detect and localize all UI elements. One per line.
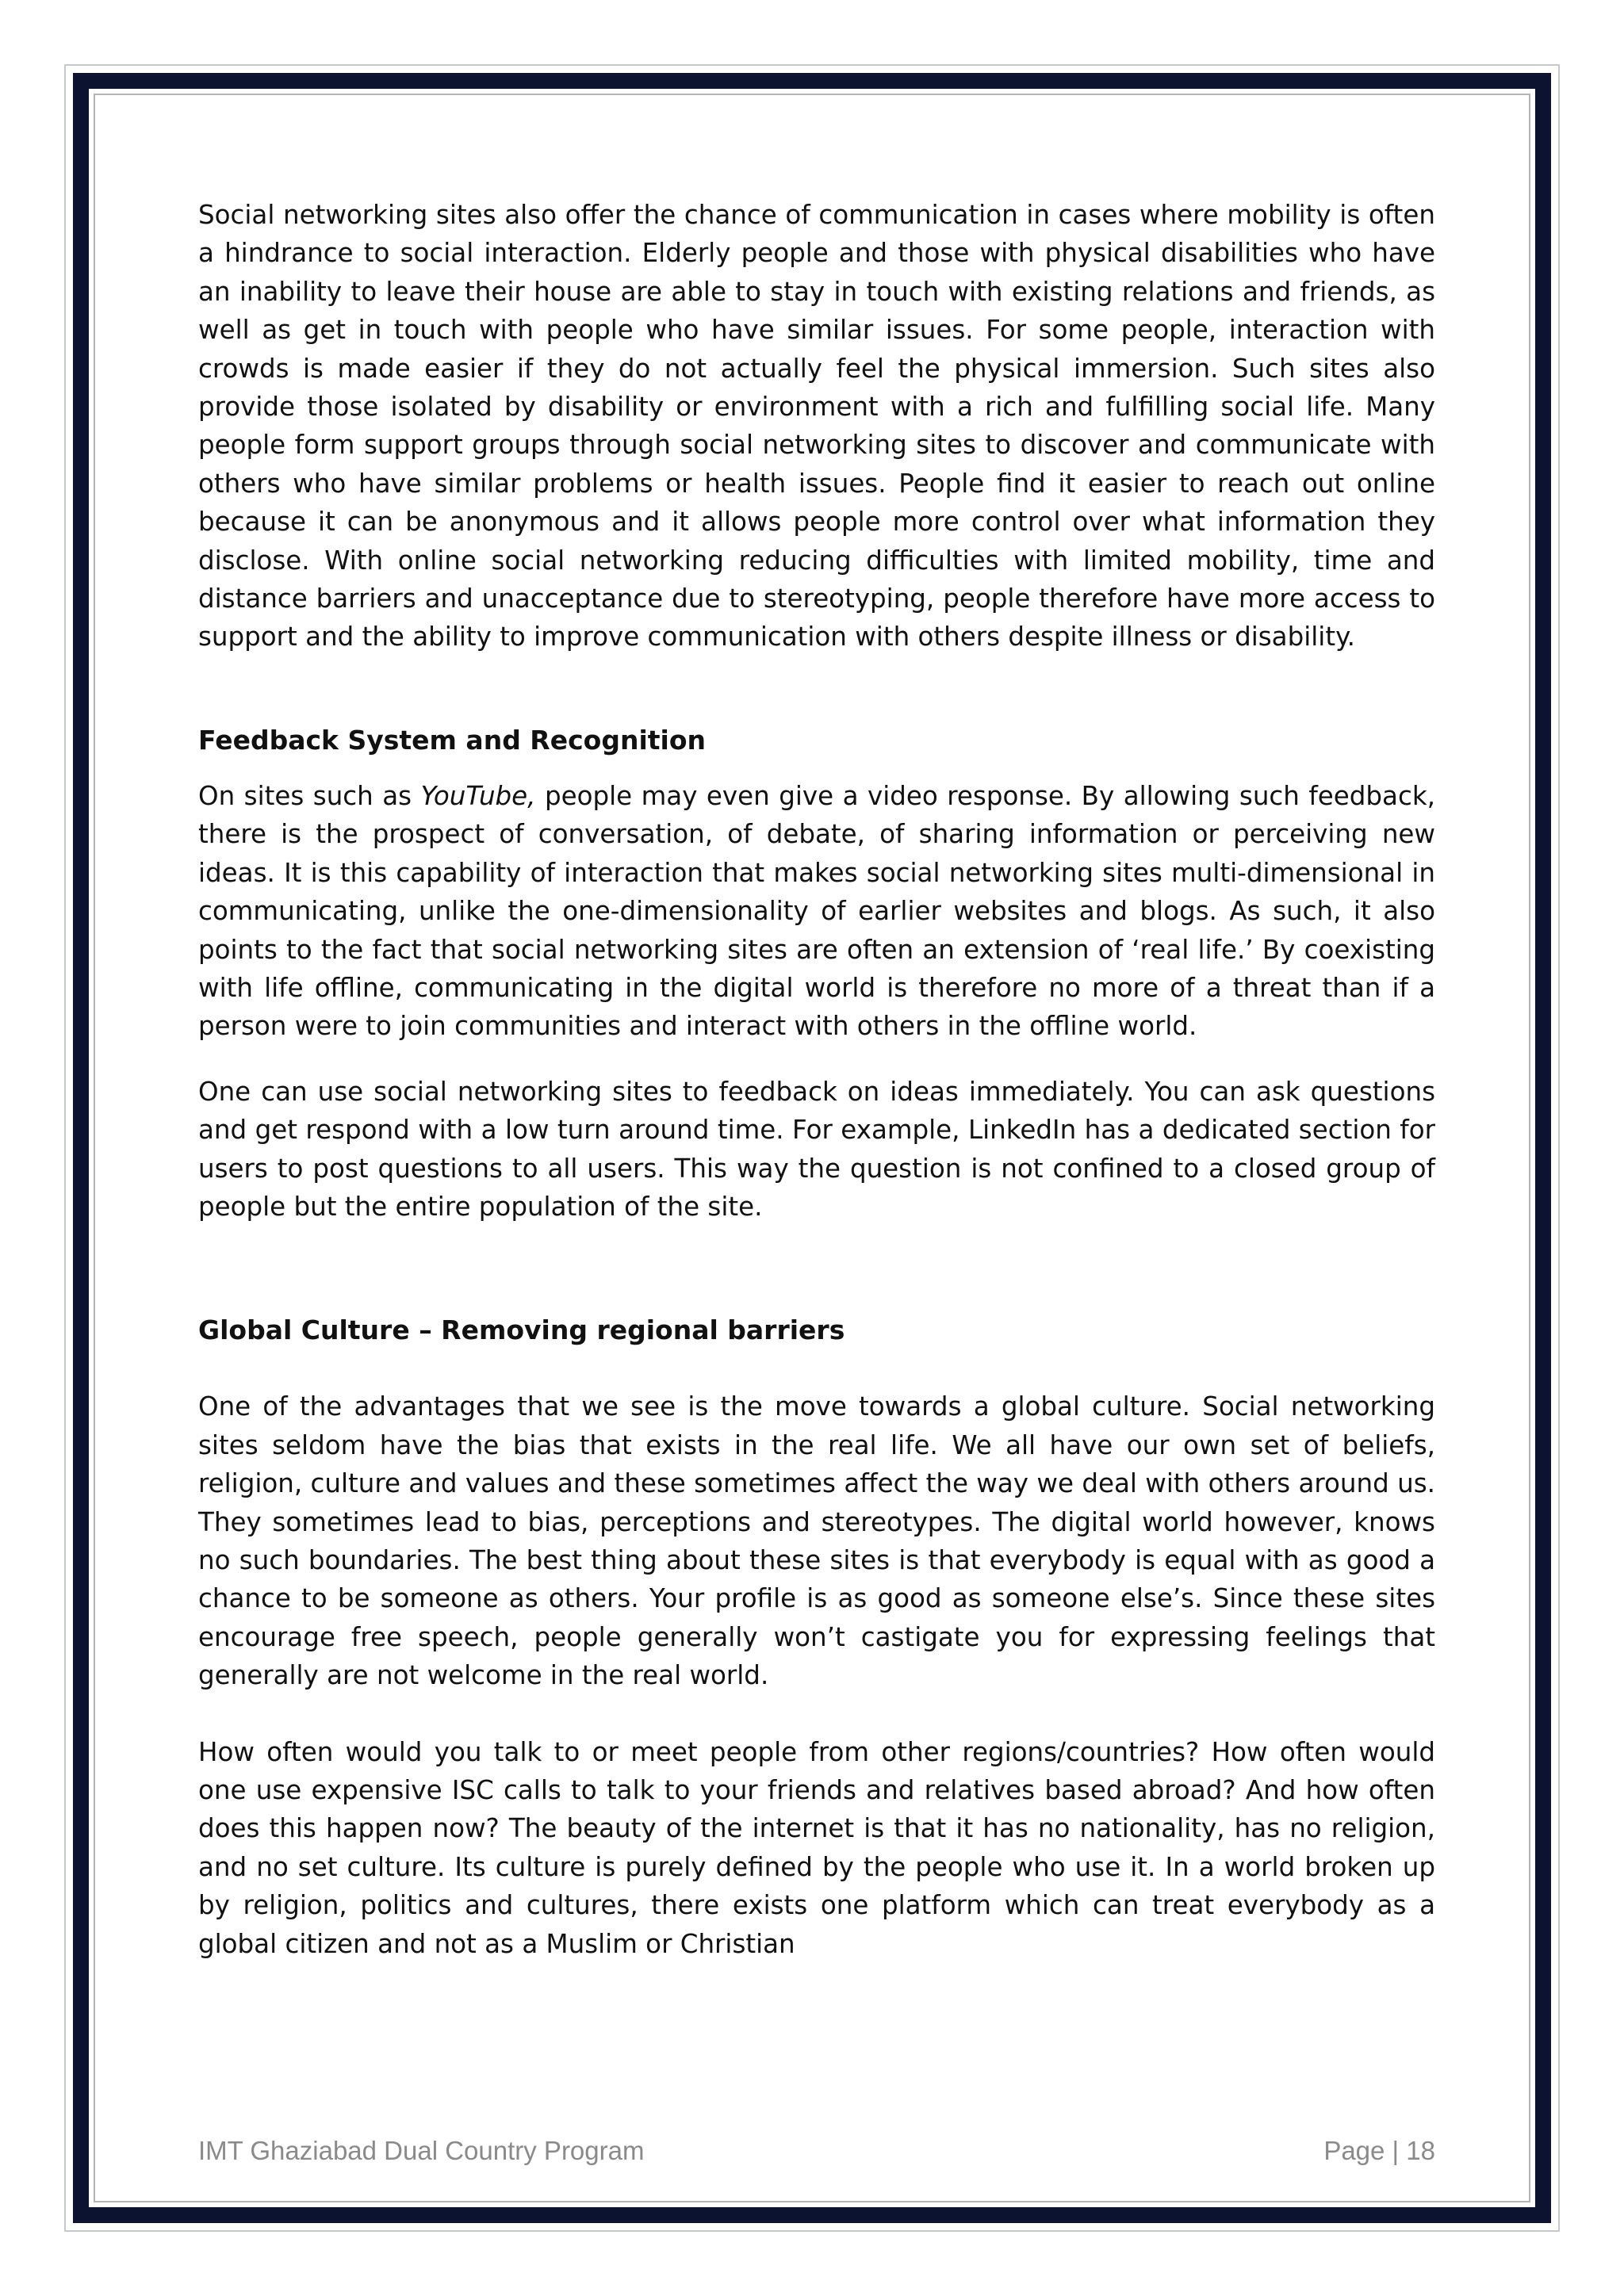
paragraph-youtube-feedback — [198, 777, 1435, 1046]
paragraph-linkedin: One can use social networking sites to feedback on ideas immediately. You can ask questions and get respond with a low turn around time. For example, LinkedIn has a dedicated section for users to post questions to all users. This way the question is not confined to a closed group of people but the entire population of the site. — [198, 1076, 1435, 1222]
paragraph-global-culture: One of the advantages that we see is the move towards a global culture. Social networking sites seldom have the bias that exists in the real life. We all have our own set of beliefs, religion, culture and values and these sometimes affect the way we deal with others around us. They sometimes lead to bias, perceptions and stereotypes. The digital world however, knows no such boundaries. The best thing about these sites is that everybody is equal with as good a chance to be someone as others. Your profile is as good as someone else’s. Since these sites encourage free speech, people generally won’t castigate you for expressing feelings that generally are not welcome in the real world. — [198, 1391, 1435, 1691]
page-content — [198, 196, 1435, 1963]
paragraph-mobility: Social networking sites also offer the chance of communication in cases where mobility is often a hindrance to social interaction. Elderly people and those with physical disabilities who have an inability to leave their house are able to stay in touch with existing relations and friends, as well as get in touch with people who have similar issues. For some people, interaction with crowds is made easier if they do not actually feel the physical immersion. Such sites also provide those isolated by disability or environment with a rich and fulfilling social life. Many people form support groups through social networking sites to discover and communicate with others who have similar problems or health issues. People find it easier to reach out online because it can be anonymous and it allows people more control over what information they disclose. With online social networking reducing difficulties with limited mobility, time and distance barriers and unacceptance due to stereotyping, people therefore have more access to support and the ability to improve communication with others despite illness or disability. — [198, 200, 1435, 652]
footer-program-name: IMT Ghaziabad Dual Country Program — [198, 2136, 645, 2165]
paragraph-youtube-before: On sites such as — [198, 780, 421, 811]
footer-page-number: Page | 18 — [1323, 2136, 1435, 2165]
youtube-italic: YouTube, — [420, 780, 536, 811]
heading-global-culture: Global Culture – Removing regional barriers — [198, 1314, 845, 1346]
paragraph-youtube-after: people may even give a video response. By allowing such feedback, there is the prospect of conversation, of debate, of sharing information or perceiving new ideas. It is this capability of interaction that makes social networking sites multi-dimensional in communicating, unlike the one-dimensionality of earlier websites and blogs. As such, it also points to the fact that social networking sites are often an extension of ‘real life.’ By coexisting with life offline, communicating in the digital world is therefore no more of a threat than if a person were to join communities and interact with others in the offline world. — [198, 780, 1435, 1042]
heading-feedback-system: Feedback System and Recognition — [198, 724, 707, 756]
paragraph-internet-nationality: How often would you talk to or meet people from other regions/countries? How often would one use expensive ISC calls to talk to your friends and relatives based abroad? And how often does this happen now? The beauty of the internet is that it has no nationality, has no religion, and no set culture. Its culture is purely defined by the people who use it. In a world broken up by religion, politics and cultures, there exists one platform which can treat everybody as a global citizen and not as a Muslim or Christian — [198, 1736, 1435, 1959]
